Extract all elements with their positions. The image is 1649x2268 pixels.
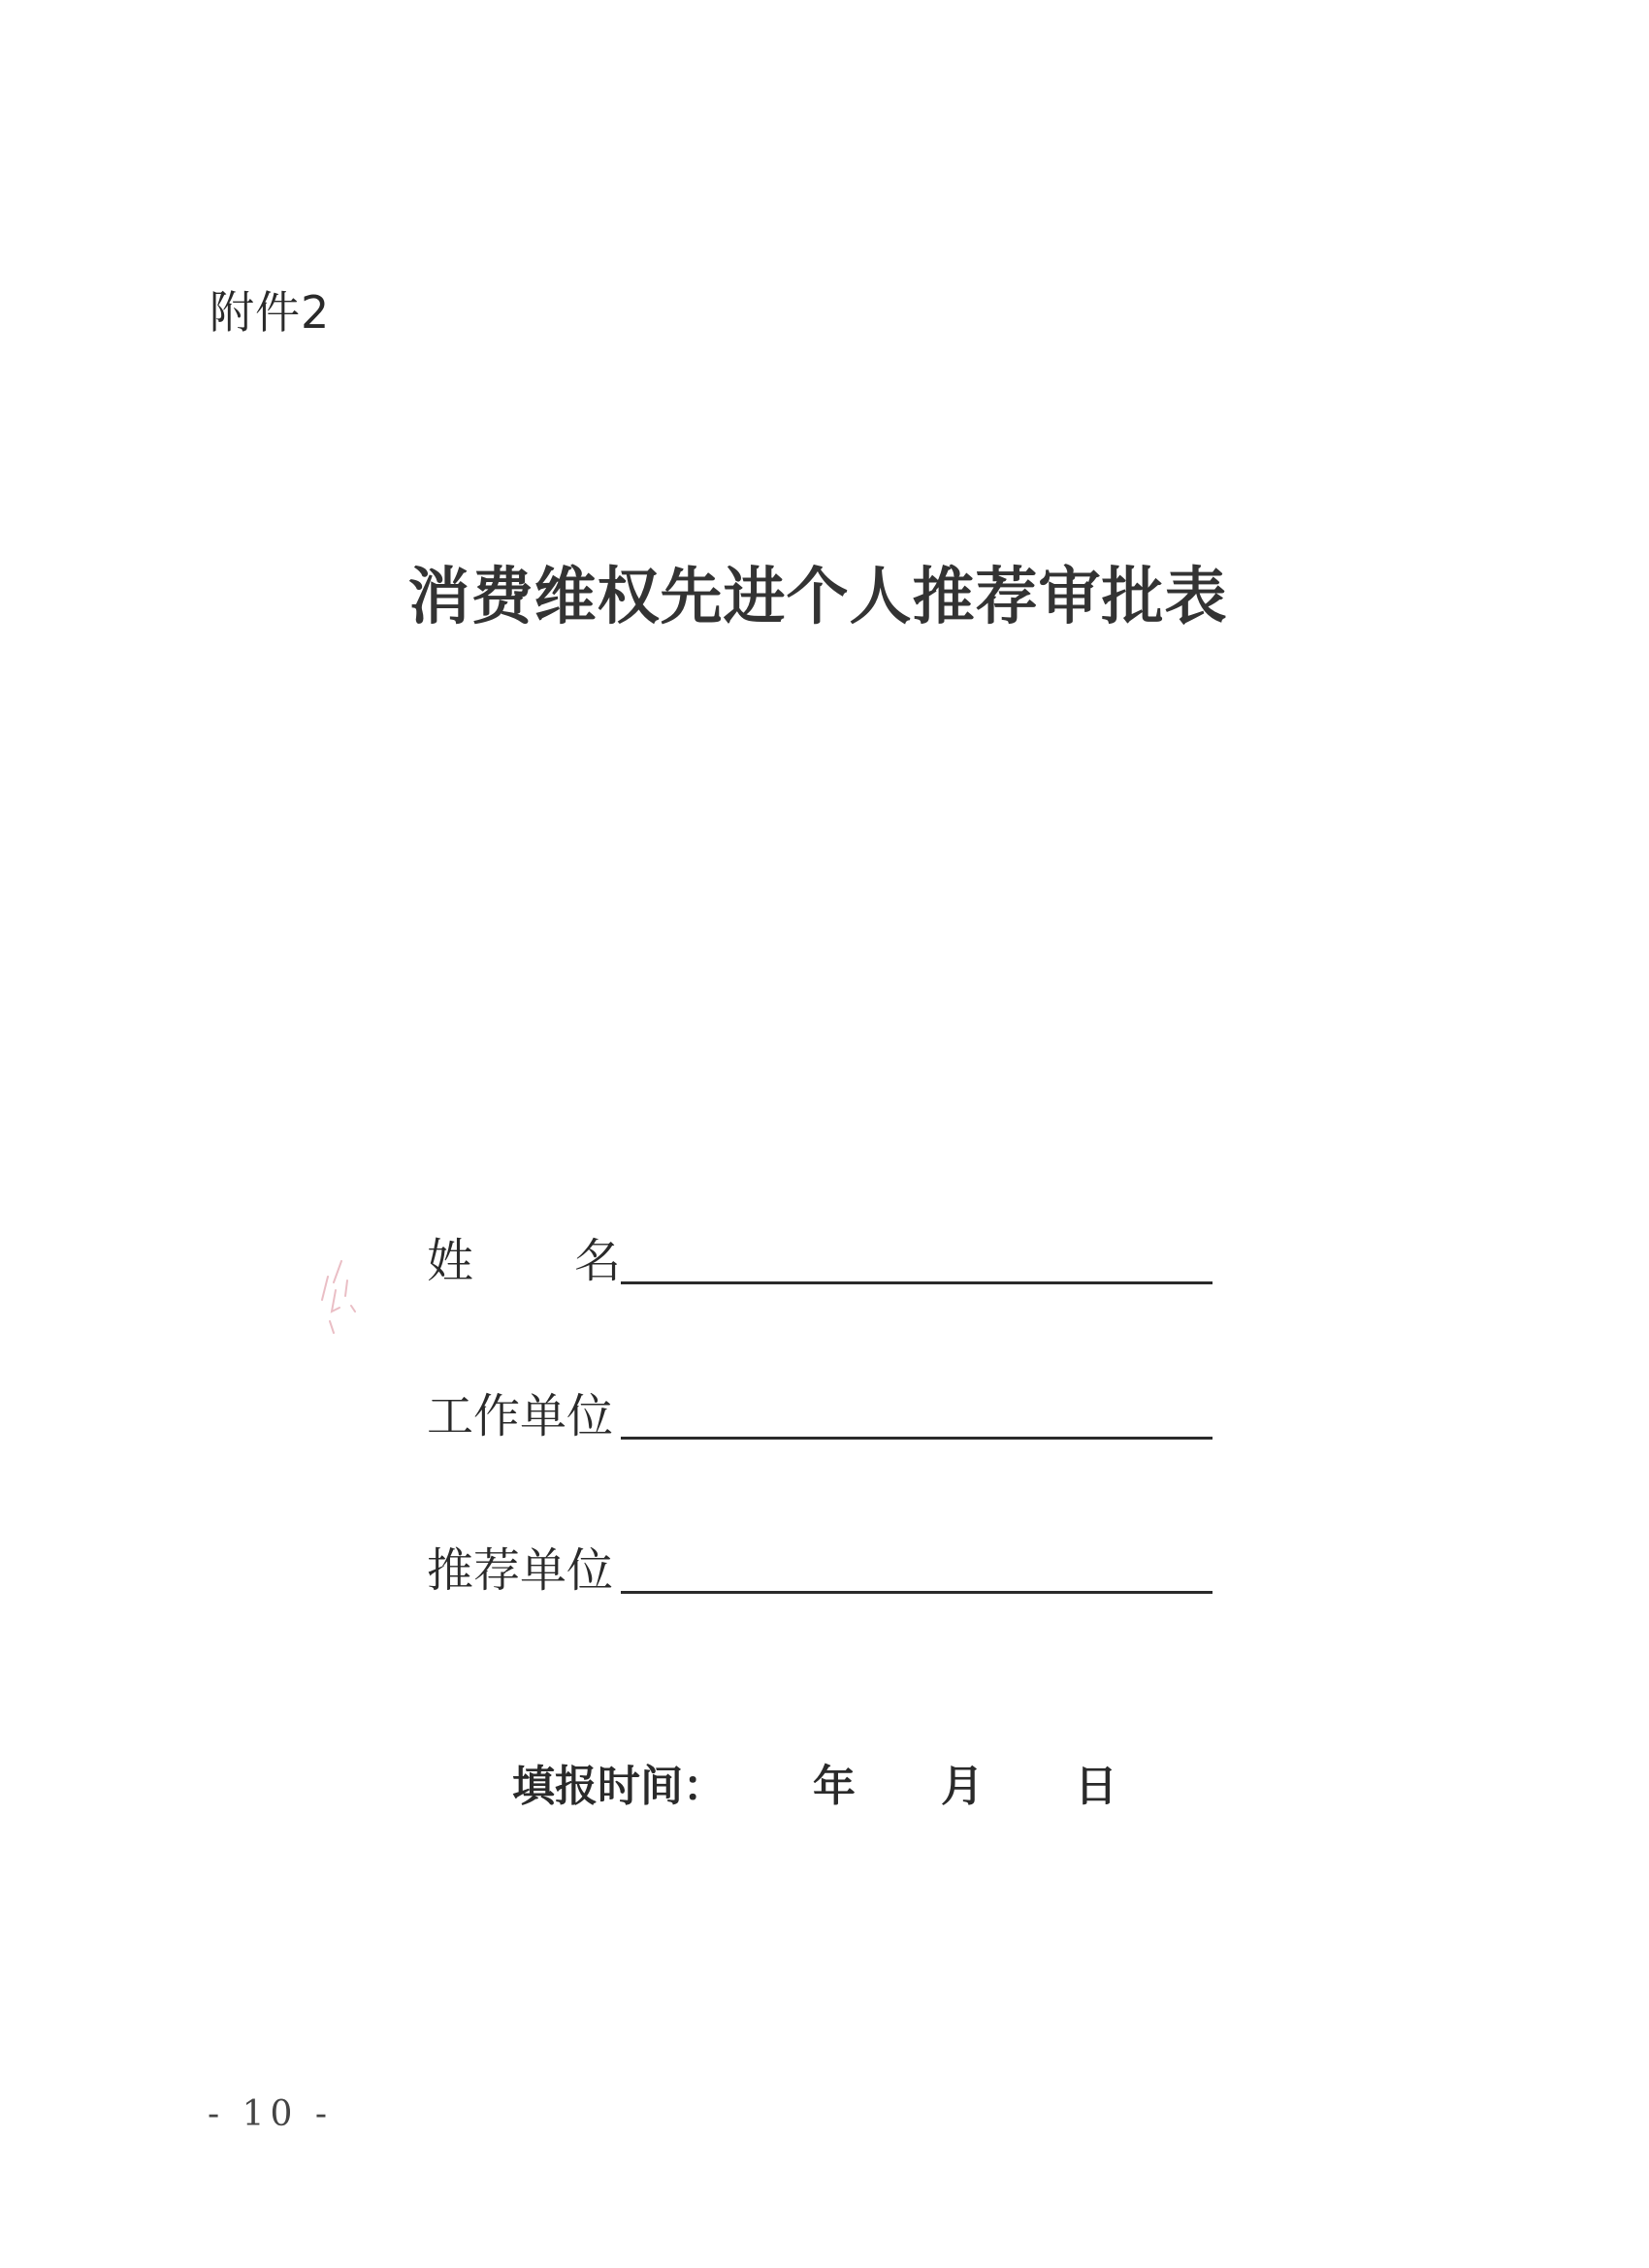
attachment-label: 附件2 [210, 286, 331, 339]
recommending-unit-field-label: 推荐单位 [427, 1543, 614, 1598]
fill-date-label: 填报时间： [512, 1762, 726, 1811]
work-unit-field-row [427, 1376, 1212, 1445]
month-label: 月 [941, 1762, 984, 1811]
page-number: - 10 - [208, 2094, 334, 2134]
name-field-label [427, 1232, 621, 1290]
name-field-blank[interactable] [621, 1281, 1212, 1284]
name-label-char-1: 姓 [427, 1234, 474, 1288]
name-field-row [427, 1220, 1212, 1290]
recommending-unit-field-row [427, 1530, 1212, 1600]
recommending-unit-field-blank[interactable] [621, 1591, 1212, 1594]
day-label: 日 [1075, 1762, 1117, 1811]
name-label-char-2: 名 [573, 1234, 621, 1288]
year-label: 年 [813, 1762, 856, 1811]
document-title: 消费维权先进个人推荐审批表 [407, 561, 1228, 633]
stamp-residue-mark [312, 1251, 371, 1339]
work-unit-field-blank[interactable] [621, 1437, 1212, 1440]
work-unit-field-label: 工作单位 [427, 1389, 614, 1443]
